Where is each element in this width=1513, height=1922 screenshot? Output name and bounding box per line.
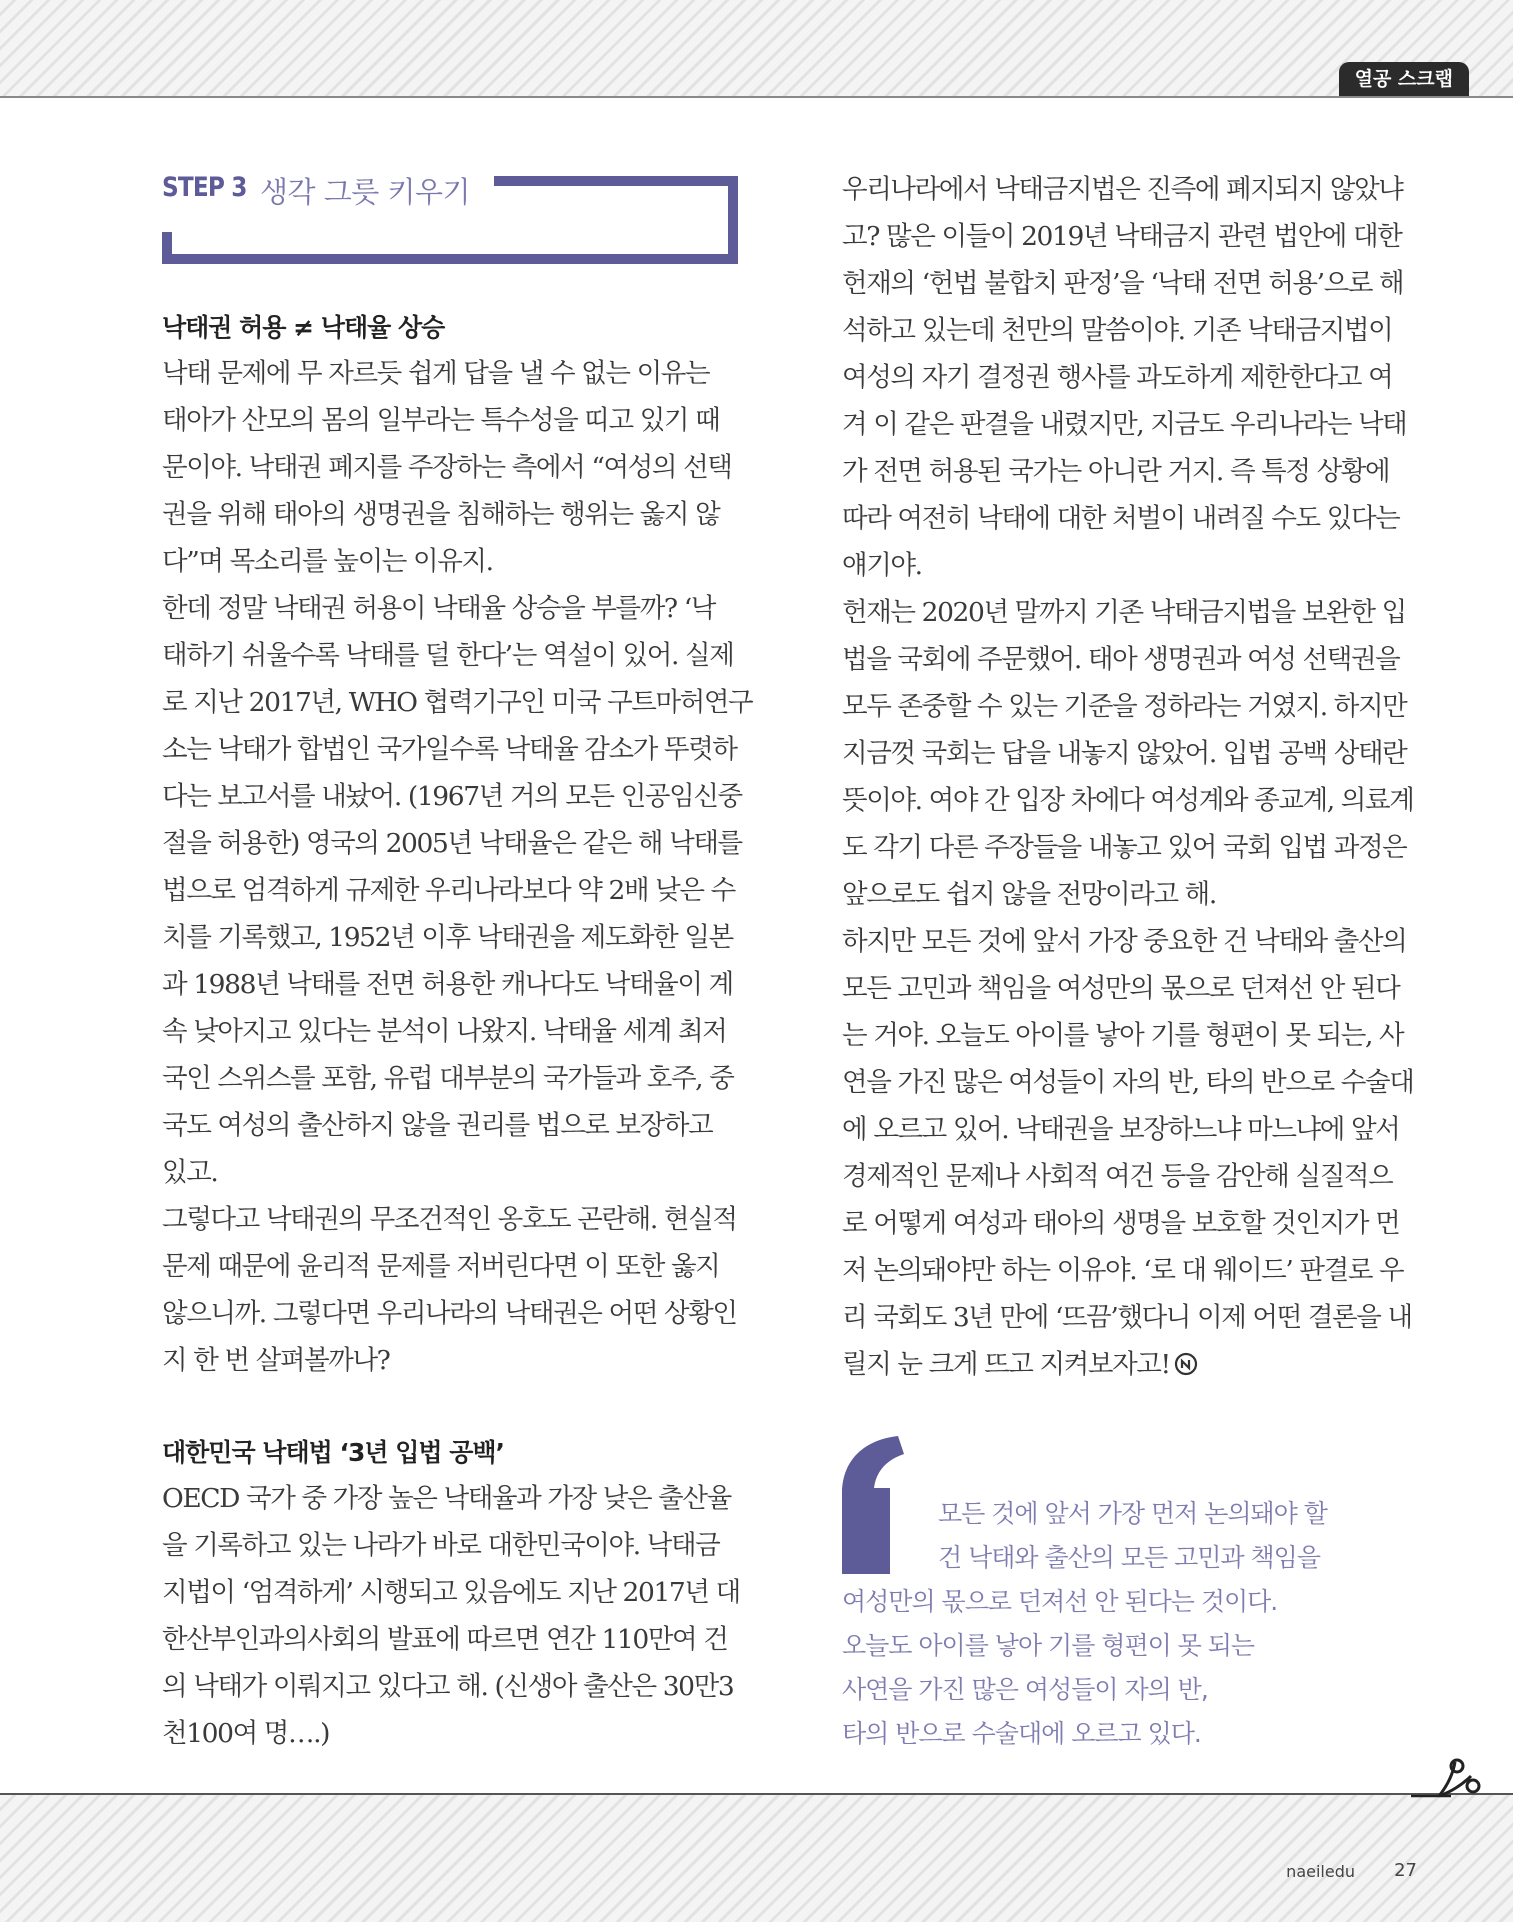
body-line: 는 거야. 오늘도 아이를 낳아 기를 형편이 못 되는, 사	[842, 1020, 1404, 1051]
body-line: 겨 이 같은 판결을 내렸지만, 지금도 우리나라는 낙태	[842, 409, 1407, 440]
step-frame-left	[162, 232, 172, 264]
body-line: OECD 국가 중 가장 높은 낙태율과 가장 낮은 출산율	[162, 1483, 731, 1514]
body-line: 치를 기록했고, 1952년 이후 낙태권을 제도화한 일본	[162, 922, 733, 953]
body-line: 우리나라에서 낙태금지법은 진즉에 폐지되지 않았냐	[842, 174, 1403, 205]
top-pattern-band	[0, 0, 1513, 98]
body-line: 로 어떻게 여성과 태아의 생명을 보호할 것인지가 먼	[842, 1208, 1400, 1239]
left-column	[162, 306, 753, 1757]
step-label: STEP 3	[162, 172, 247, 203]
quote-line: 건 낙태와 출산의 모든 고민과 책임을	[938, 1543, 1320, 1572]
bottom-pattern-band	[0, 1793, 1513, 1922]
body-line: 얘기야.	[842, 550, 922, 581]
scissors-icon	[1411, 1756, 1485, 1804]
quote-line: 오늘도 아이를 낳아 기를 형편이 못 되는	[842, 1631, 1255, 1660]
body-line: 여성의 자기 결정권 행사를 과도하게 제한한다고 여	[842, 362, 1393, 393]
body-line: 않으니까. 그렇다면 우리나라의 낙태권은 어떤 상황인	[162, 1298, 737, 1329]
body-line: 있고.	[162, 1157, 218, 1188]
body-line: 낙태 문제에 무 자르듯 쉽게 답을 낼 수 없는 이유는	[162, 358, 710, 389]
body-line: 그렇다고 낙태권의 무조건적인 옹호도 곤란해. 현실적	[162, 1204, 737, 1235]
body-line: 로 지난 2017년, WHO 협력기구인 미국 구트마허연구	[162, 687, 753, 718]
body-line: 헌재의 ‘헌법 불합치 판정’을 ‘낙태 전면 허용’으로 해	[842, 268, 1404, 299]
section2-body	[162, 1475, 740, 1757]
body-line-text: 릴지 눈 크게 뜨고 지켜보자고!	[842, 1349, 1170, 1380]
body-line: 리 국회도 3년 만에 ‘뜨끔’했다니 이제 어떤 결론을 내	[842, 1302, 1412, 1333]
body-line: 법을 국회에 주문했어. 태아 생명권과 여성 선택권을	[842, 644, 1400, 675]
footer-brand: naeiledu	[1286, 1862, 1355, 1881]
body-line: 권을 위해 태아의 생명권을 침해하는 행위는 옳지 않	[162, 499, 720, 530]
body-line: 따라 여전히 낙태에 대한 처벌이 내려질 수도 있다는	[842, 503, 1400, 534]
body-line: 연을 가진 많은 여성들이 자의 반, 타의 반으로 수술대	[842, 1067, 1414, 1098]
body-line: 소는 낙태가 합법인 국가일수록 낙태율 감소가 뚜렷하	[162, 734, 737, 765]
body-line: 천100여 명….)	[162, 1718, 330, 1749]
body-line: 가 전면 허용된 국가는 아니란 거지. 즉 특정 상황에	[842, 456, 1390, 487]
body-line: 문이야. 낙태권 폐지를 주장하는 측에서 “여성의 선택	[162, 452, 732, 483]
pull-quote	[842, 1492, 1442, 1756]
section-heading-legislative-gap: 대한민국 낙태법 ‘3년 입법 공백’	[162, 1438, 505, 1467]
body-line: 지금껏 국회는 답을 내놓지 않았어. 입법 공백 상태란	[842, 738, 1407, 769]
body-line: 다”며 목소리를 높이는 이유지.	[162, 546, 493, 577]
body-line: 저 논의돼야만 하는 이유야. ‘로 대 웨이드’ 판결로 우	[842, 1255, 1404, 1286]
body-line: 한산부인과의사회의 발표에 따르면 연간 110만여 건	[162, 1624, 728, 1655]
body-line: 하지만 모든 것에 앞서 가장 중요한 건 낙태와 출산의	[842, 926, 1407, 957]
body-line: 다는 보고서를 내놨어. (1967년 거의 모든 인공임신중	[162, 781, 742, 812]
body-line: 태아가 산모의 몸의 일부라는 특수성을 띠고 있기 때	[162, 405, 720, 436]
body-line: 과 1988년 낙태를 전면 허용한 캐나다도 낙태율이 계	[162, 969, 733, 1000]
body-line: 지법이 ‘엄격하게’ 시행되고 있음에도 지난 2017년 대	[162, 1577, 740, 1608]
section-heading-abortion-rate: 낙태권 허용 ≠ 낙태율 상승	[162, 313, 445, 342]
body-line: 에 오르고 있어. 낙태권을 보장하느냐 마느냐에 앞서	[842, 1114, 1400, 1145]
naeil-logo-icon	[1174, 1352, 1198, 1376]
body-line: 절을 허용한) 영국의 2005년 낙태율은 같은 해 낙태를	[162, 828, 742, 859]
body-line-last	[842, 1341, 1416, 1388]
body-line: 뜻이야. 여야 간 입장 차에다 여성계와 종교계, 의료계	[842, 785, 1414, 816]
quote-line: 타의 반으로 수술대에 오르고 있다.	[842, 1719, 1201, 1748]
body-line: 의 낙태가 이뤄지고 있다고 해. (신생아 출산은 30만3	[162, 1671, 734, 1702]
section-gap	[162, 1384, 740, 1431]
section-tab: 열공 스크랩	[1339, 62, 1469, 96]
body-line: 지 한 번 살펴볼까나?	[162, 1345, 390, 1376]
body-line: 국도 여성의 출산하지 않을 권리를 법으로 보장하고	[162, 1110, 713, 1141]
body-line: 모든 고민과 책임을 여성만의 몫으로 던져선 안 된다	[842, 973, 1400, 1004]
page-number: 27	[1394, 1860, 1417, 1881]
body-line: 태하기 쉬울수록 낙태를 덜 한다’는 역설이 있어. 실제	[162, 640, 734, 671]
body-line: 법으로 엄격하게 규제한 우리나라보다 약 2배 낮은 수	[162, 875, 735, 906]
right-column	[842, 166, 1416, 1388]
step-frame-right	[728, 176, 738, 264]
body-line: 속 낮아지고 있다는 분석이 나왔지. 낙태율 세계 최저	[162, 1016, 727, 1047]
body-line: 앞으로도 쉽지 않을 전망이라고 해.	[842, 879, 1216, 910]
body-line: 모두 존중할 수 있는 기준을 정하라는 거였지. 하지만	[842, 691, 1407, 722]
body-line: 국인 스위스를 포함, 유럽 대부분의 국가들과 호주, 중	[162, 1063, 734, 1094]
quote-line: 모든 것에 앞서 가장 먼저 논의돼야 할	[938, 1499, 1327, 1528]
body-line: 헌재는 2020년 말까지 기존 낙태금지법을 보완한 입	[842, 597, 1406, 628]
step-frame-top	[494, 176, 738, 186]
body-line: 한데 정말 낙태권 허용이 낙태율 상승을 부를까? ‘낙	[162, 593, 715, 624]
step-title: 생각 그릇 키우기	[260, 175, 471, 209]
body-line: 문제 때문에 윤리적 문제를 저버린다면 이 또한 옳지	[162, 1251, 720, 1282]
body-line: 을 기록하고 있는 나라가 바로 대한민국이야. 낙태금	[162, 1530, 720, 1561]
step-frame-bottom	[162, 254, 738, 264]
body-line: 경제적인 문제나 사회적 여건 등을 감안해 실질적으	[842, 1161, 1393, 1192]
section1-body	[162, 350, 753, 1384]
body-line: 석하고 있는데 천만의 말씀이야. 기존 낙태금지법이	[842, 315, 1393, 346]
body-line: 고? 많은 이들이 2019년 낙태금지 관련 법안에 대한	[842, 221, 1402, 252]
body-line: 도 각기 다른 주장들을 내놓고 있어 국회 입법 과정은	[842, 832, 1407, 863]
quote-line: 여성만의 몫으로 던져선 안 된다는 것이다.	[842, 1587, 1278, 1616]
step-header	[162, 174, 738, 264]
quote-line: 사연을 가진 많은 여성들이 자의 반,	[842, 1675, 1208, 1704]
